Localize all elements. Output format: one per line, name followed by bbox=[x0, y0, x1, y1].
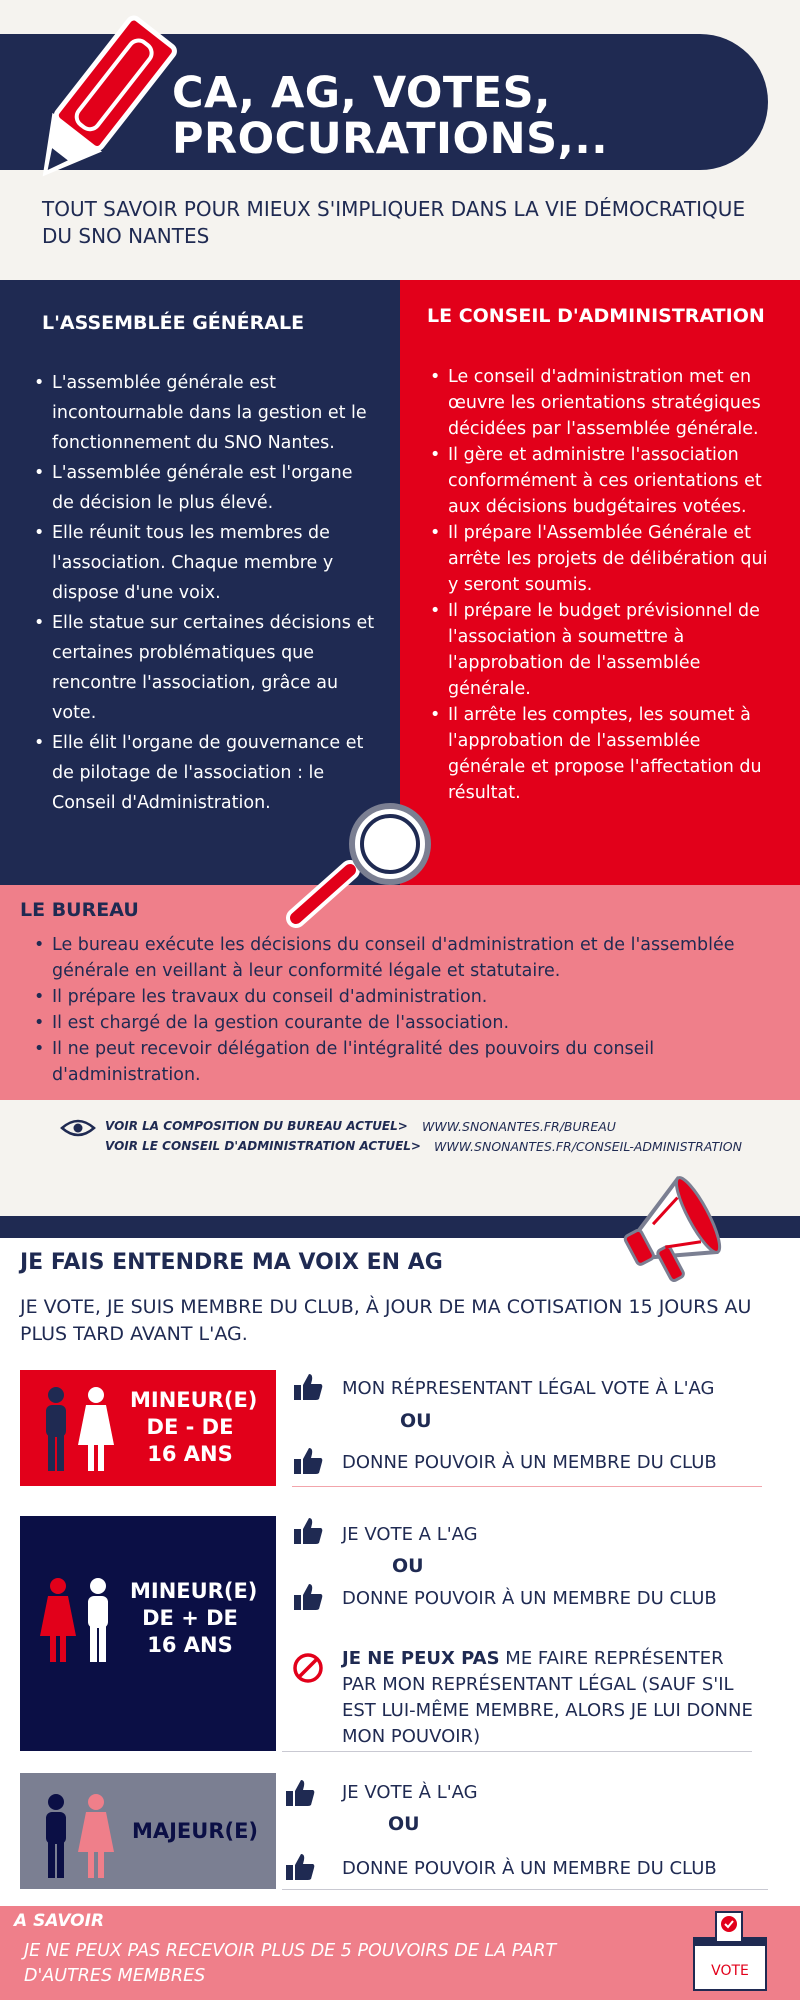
title-line-1: CA, AG, VOTES, bbox=[172, 68, 551, 118]
option-text: JE VOTE A L'AG bbox=[342, 1524, 478, 1545]
or-label: OU bbox=[400, 1410, 432, 1432]
list-item: • Elle réunit tous les membres de l'association. Chaque membre y dispose d'une voix. bbox=[32, 518, 377, 608]
list-item: • Il prépare l'Assemblée Générale et arrête les projets de délibération qui y seront soumis. bbox=[428, 520, 778, 598]
thumbs-up-icon bbox=[284, 1852, 316, 1882]
thumbs-up-icon bbox=[292, 1516, 324, 1546]
assemblee-list bbox=[32, 368, 377, 818]
list-item: • Il ne peut recevoir délégation de l'intégralité des pouvoirs du conseil d'administration. bbox=[34, 1036, 784, 1088]
magnifier-icon bbox=[282, 800, 432, 930]
bureau-link-label[interactable]: VOIR LA COMPOSITION DU BUREAU ACTUEL> bbox=[105, 1119, 408, 1133]
category-label: MAJEUR(E) bbox=[131, 1819, 259, 1843]
option-text: DONNE POUVOIR À UN MEMBRE DU CLUB bbox=[342, 1588, 717, 1609]
voice-title: JE FAIS ENTENDRE MA VOIX EN AG bbox=[20, 1250, 443, 1275]
divider bbox=[282, 1751, 752, 1752]
ballot-label: VOTE bbox=[711, 1963, 749, 1979]
option-text: DONNE POUVOIR À UN MEMBRE DU CLUB bbox=[342, 1858, 717, 1879]
bureau-title: LE BUREAU bbox=[20, 899, 139, 921]
option-text: JE VOTE À L'AG bbox=[342, 1782, 478, 1803]
or-label: OU bbox=[388, 1813, 420, 1835]
list-item: • Il gère et administre l'association conformément à ces orientations et aux décisions budgétaires votées. bbox=[428, 442, 778, 520]
thumbs-up-icon bbox=[292, 1372, 324, 1402]
page-subtitle: TOUT SAVOIR POUR MIEUX S'IMPLIQUER DANS LA VIE DÉMOCRATIQUE DU SNO NANTES bbox=[42, 197, 746, 248]
list-item: • Elle statue sur certaines décisions et certaines problématiques que rencontre l'association, grâce au vote. bbox=[32, 608, 377, 728]
warning-rest: ME FAIRE REPRÉSENTER PAR MON REPRÉSENTANT LÉGAL (SAUF S'IL EST LUI-MÊME MEMBRE, ALORS JE LUI DONNE MON POUVOIR) bbox=[342, 1648, 753, 1747]
person-icon bbox=[34, 1792, 124, 1882]
divider bbox=[282, 1889, 768, 1890]
list-item: • Elle élit l'organe de gouvernance et de pilotage de l'association : le Conseil d'Administration. bbox=[32, 728, 377, 818]
person-icon bbox=[34, 1385, 124, 1475]
list-item: • Il est chargé de la gestion courante de l'association. bbox=[34, 1010, 784, 1036]
warning-bold: JE NE PEUX PAS bbox=[342, 1648, 500, 1669]
option-text: MON RÉPRESENTANT LÉGAL VOTE À L'AG bbox=[342, 1378, 715, 1399]
voice-intro: JE VOTE, JE SUIS MEMBRE DU CLUB, À JOUR DE MA COTISATION 15 JOURS AU PLUS TARD AVANT L'AG. bbox=[20, 1296, 752, 1345]
divider bbox=[292, 1486, 762, 1487]
person-icon bbox=[36, 1576, 126, 1666]
list-item: • L'assemblée générale est l'organe de décision le plus élevé. bbox=[32, 458, 377, 518]
thumbs-up-icon bbox=[284, 1778, 316, 1808]
list-item: • L'assemblée générale est incontournable dans la gestion et le fonctionnement du SNO Nantes. bbox=[32, 368, 377, 458]
savoir-text: JE NE PEUX PAS RECEVOIR PLUS DE 5 POUVOIRS DE LA PART D'AUTRES MEMBRES bbox=[24, 1941, 557, 1986]
bureau-link-url[interactable]: WWW.SNONANTES.FR/BUREAU bbox=[422, 1119, 616, 1134]
prohibited-icon bbox=[292, 1652, 324, 1684]
category-label: MINEUR(E) DE + DE 16 ANS bbox=[130, 1579, 258, 1657]
megaphone-icon bbox=[620, 1170, 740, 1285]
eye-icon bbox=[60, 1117, 96, 1139]
category-label: MINEUR(E) DE - DE 16 ANS bbox=[130, 1388, 258, 1466]
assemblee-title: L'ASSEMBLÉE GÉNÉRALE bbox=[42, 312, 305, 334]
list-item: • Le conseil d'administration met en œuvre les orientations stratégiques décidées par l'assemblée générale. bbox=[428, 364, 778, 442]
warning-text bbox=[342, 1646, 762, 1750]
list-item: • Le bureau exécute les décisions du conseil d'administration et de l'assemblée générale en veillant à leur conformité légale et statutaire. bbox=[34, 932, 784, 984]
list-item: • Il prépare les travaux du conseil d'administration. bbox=[34, 984, 784, 1010]
title-line-2: PROCURATIONS,.. bbox=[172, 114, 609, 164]
conseil-link-url[interactable]: WWW.SNONANTES.FR/CONSEIL-ADMINISTRATION bbox=[434, 1139, 742, 1154]
list-item: • Il arrête les comptes, les soumet à l'approbation de l'assemblée générale et propose l'affectation du résultat. bbox=[428, 702, 778, 806]
thumbs-up-icon bbox=[292, 1582, 324, 1612]
ballot-box-icon bbox=[690, 1908, 770, 1992]
option-text: DONNE POUVOIR À UN MEMBRE DU CLUB bbox=[342, 1452, 717, 1473]
list-item: • Il prépare le budget prévisionnel de l'association à soumettre à l'approbation de l'assemblée générale. bbox=[428, 598, 778, 702]
conseil-title: LE CONSEIL D'ADMINISTRATION bbox=[427, 305, 765, 327]
page-title bbox=[172, 70, 732, 162]
thumbs-up-icon bbox=[292, 1446, 324, 1476]
savoir-title: A SAVOIR bbox=[14, 1911, 105, 1931]
bureau-list bbox=[34, 932, 784, 1088]
conseil-link-label[interactable]: VOIR LE CONSEIL D'ADMINISTRATION ACTUEL> bbox=[105, 1139, 421, 1153]
pencil-icon bbox=[10, 8, 190, 198]
conseil-list bbox=[428, 364, 778, 806]
or-label: OU bbox=[392, 1555, 424, 1577]
